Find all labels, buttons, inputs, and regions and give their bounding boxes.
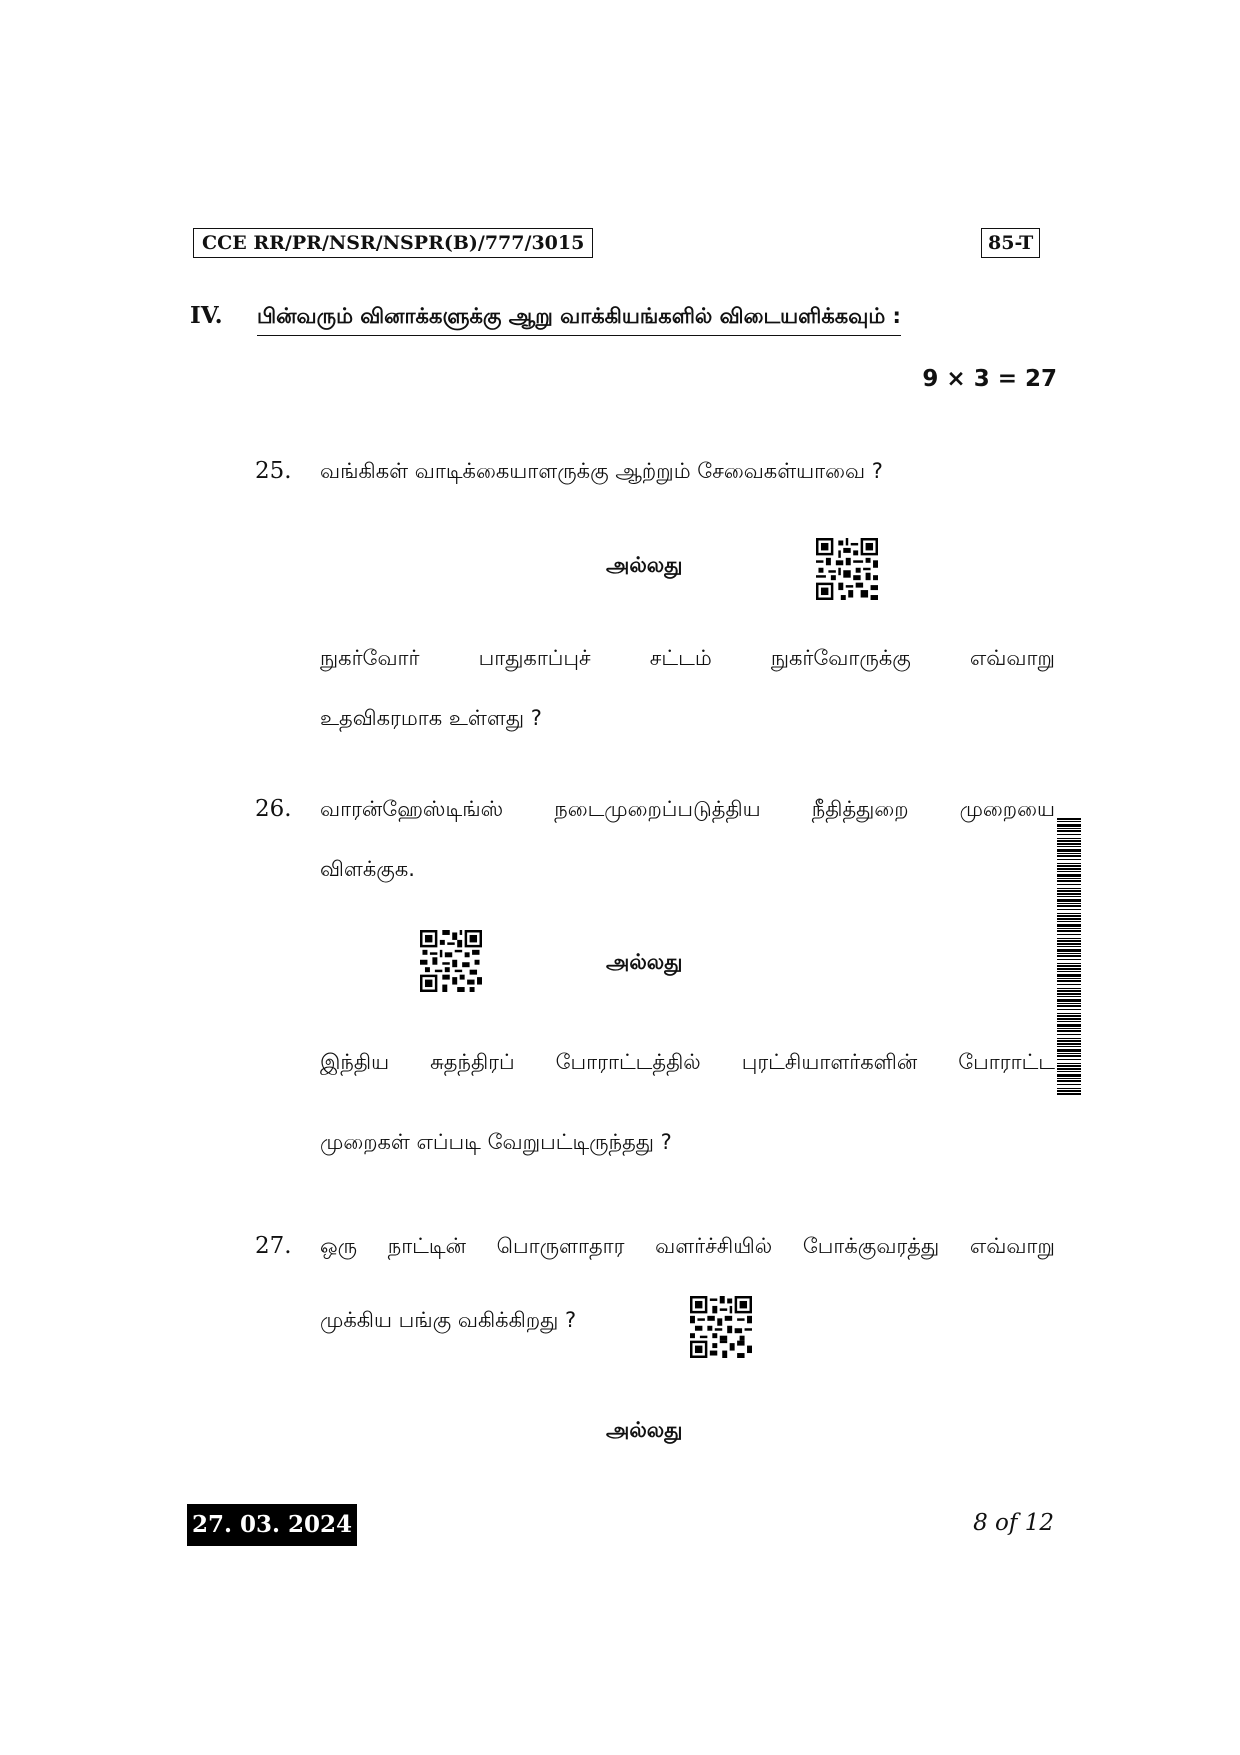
word: நுகர்வோருக்கு [770,646,911,670]
question-text: விளக்குக. [320,857,415,881]
word: முறையை [959,797,1055,821]
word: போக்குவரத்து [802,1234,940,1258]
question-text: வங்கிகள் வாடிக்கையாளருக்கு ஆற்றும் சேவைகள்யாவை ? [320,459,883,483]
word: வாரன்ஹேஸ்டிங்ஸ் [320,797,504,821]
word: ஒரு [320,1234,358,1258]
page-number: 8 of 12 [973,1510,1054,1536]
qr-code-icon [420,930,482,992]
word: பொருளாதார [496,1234,625,1258]
word: நீதித்துறை [811,797,909,821]
alt-question-line [320,1050,1055,1077]
word: போராட்ட [958,1050,1055,1074]
question-text [320,797,1055,824]
alt-question-line: உதவிகரமாக உள்ளது ? [320,706,542,730]
question-number: 27. [255,1233,292,1259]
question-number: 25. [255,458,292,484]
barcode-icon [1057,818,1081,1096]
word: எவ்வாறு [969,646,1055,670]
alt-question-line [320,646,1055,673]
or-label: அல்லது [606,1418,683,1442]
question-text [320,1234,1055,1261]
word: வளர்ச்சியில் [655,1234,773,1258]
word: போராட்டத்தில் [555,1050,701,1074]
alt-question-line: முறைகள் எப்படி வேறுபட்டிருந்தது ? [320,1130,672,1154]
qr-code-icon [816,538,878,600]
section-number: IV. [190,302,223,329]
qr-code-icon [690,1296,752,1358]
word: சுதந்திரப் [430,1050,515,1074]
paper-code: 85-T [981,228,1040,258]
section-marks: 9 × 3 = 27 [922,366,1057,392]
word: நுகர்வோர் [320,646,420,670]
exam-date: 27. 03. 2024 [187,1504,357,1546]
question-number: 26. [255,796,292,822]
or-label: அல்லது [606,950,683,974]
word: இந்திய [320,1050,390,1074]
question-text: முக்கிய பங்கு வகிக்கிறது ? [320,1308,577,1332]
word: நாட்டின் [387,1234,466,1258]
section-instruction: பின்வரும் வினாக்களுக்கு ஆறு வாக்கியங்களில் விடையளிக்கவும் : [257,304,901,336]
word: புரட்சியாளர்களின் [741,1050,918,1074]
word: நடைமுறைப்படுத்திய [554,797,761,821]
exam-code: CCE RR/PR/NSR/NSPR(B)/777/3015 [193,228,593,258]
word: பாதுகாப்புச் [478,646,591,670]
word: சட்டம் [649,646,712,670]
or-label: அல்லது [606,553,683,577]
word: எவ்வாறு [969,1234,1055,1258]
